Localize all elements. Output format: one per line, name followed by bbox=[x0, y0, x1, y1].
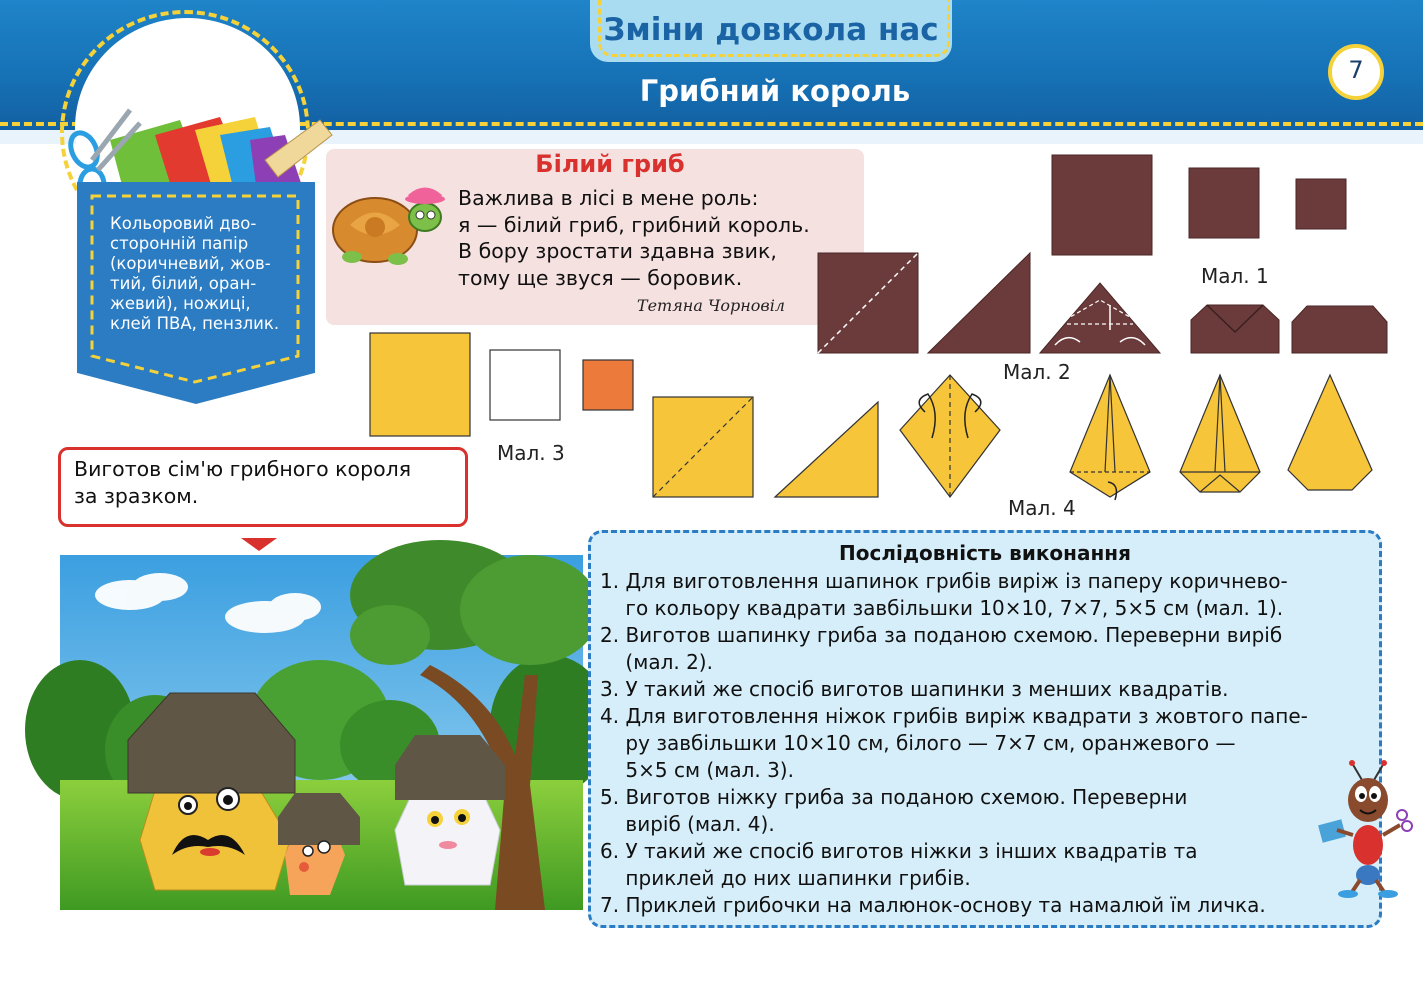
brown-square-7 bbox=[1189, 168, 1259, 238]
brown-square-10 bbox=[1052, 155, 1152, 255]
stem-fold-kite-2 bbox=[1180, 375, 1260, 492]
poem-text bbox=[458, 185, 858, 291]
poem-line: В бору зростати здавна звик, bbox=[458, 239, 777, 263]
instruction-line: 2. Виготов шапинку гриба за поданою схемою. Переверни виріб bbox=[600, 623, 1283, 647]
instruction-line: 5×5 см (мал. 3). bbox=[600, 758, 794, 782]
turtle-illustration bbox=[330, 175, 455, 270]
orange-square-5 bbox=[583, 360, 633, 410]
instruction-line: 3. У такий же спосіб виготов шапинки з менших квадратів. bbox=[600, 677, 1229, 701]
instructions-list bbox=[600, 568, 1350, 919]
instruction-line: виріб (мал. 4). bbox=[600, 812, 775, 836]
stem-fold-triangle bbox=[775, 402, 878, 497]
poem-line: я — білий гриб, грибний король. bbox=[458, 212, 810, 237]
white-square-7 bbox=[490, 350, 560, 420]
stem-fold-square bbox=[653, 397, 753, 497]
fold-step-triangle bbox=[928, 253, 1030, 353]
instruction-line: (мал. 2). bbox=[600, 650, 713, 674]
materials-line: жевий), ножиці, bbox=[110, 294, 251, 313]
figure-3-label: Мал. 3 bbox=[497, 441, 565, 465]
instructions-title: Послідовність виконання bbox=[839, 541, 1131, 565]
instruction-line: 5. Виготов ніжку гриба за поданою схемою. Переверни bbox=[600, 785, 1188, 809]
stem-fold-diamond bbox=[900, 375, 1000, 497]
instruction-line: 7. Приклей грибочки на малюнок-основу та намалюй їм личка. bbox=[600, 893, 1266, 917]
fold-step-finished-cap bbox=[1292, 306, 1387, 353]
poem-line: Важлива в лісі в мене роль: bbox=[458, 186, 759, 210]
task-line: Виготов сім'ю грибного короля bbox=[74, 457, 412, 481]
instruction-line: 1. Для виготовлення шапинок грибів виріж із паперу коричнево- bbox=[600, 569, 1288, 593]
figure-2-cap-folding bbox=[815, 250, 1390, 360]
yellow-square-10 bbox=[370, 333, 470, 436]
figure-1-brown-squares bbox=[1050, 153, 1350, 258]
task-pointer-icon bbox=[241, 538, 277, 551]
materials-list bbox=[110, 214, 300, 334]
stem-fold-finished bbox=[1288, 375, 1372, 490]
materials-line: клей ПВА, пензлик. bbox=[110, 314, 280, 333]
materials-line: сторонній папір bbox=[110, 234, 249, 253]
poem-line: тому ще звуся — боровик. bbox=[458, 265, 743, 290]
white-mushroom bbox=[395, 735, 505, 885]
stem-fold-kite-1 bbox=[1070, 375, 1150, 500]
figure-1-label: Мал. 1 bbox=[1201, 264, 1269, 288]
poem-title: Білий гриб bbox=[535, 150, 685, 178]
instruction-line: го кольору квадрати завбільшки 10×10, 7×7, 5×5 см (мал. 1). bbox=[600, 596, 1284, 620]
figure-4-stem-folding bbox=[650, 372, 1380, 502]
task-line: за зразком. bbox=[74, 484, 199, 508]
mushroom-family-sample-image bbox=[60, 555, 583, 910]
figure-3-stem-squares bbox=[368, 330, 638, 440]
fold-step-pentagon bbox=[1191, 305, 1279, 353]
fold-step-square bbox=[818, 253, 918, 353]
section-title: Зміни довкола нас bbox=[603, 12, 939, 48]
instruction-line: ру завбільшки 10×10 см, білого — 7×7 см, оранжевого — bbox=[600, 731, 1236, 755]
fold-step-corners bbox=[1040, 283, 1160, 353]
materials-line: Кольоровий дво- bbox=[110, 214, 257, 233]
page-title: Грибний король bbox=[639, 74, 911, 108]
instruction-line: 6. У такий же спосіб виготов ніжки з інших квадратів та bbox=[600, 839, 1198, 863]
poem-author: Тетяна Чорновіл bbox=[636, 296, 785, 315]
materials-line: (коричневий, жов- bbox=[110, 254, 271, 273]
instruction-line: приклей до них шапинки грибів. bbox=[600, 866, 971, 890]
brown-square-5 bbox=[1296, 179, 1346, 229]
ant-mascot-illustration bbox=[1312, 760, 1412, 900]
instruction-line: 4. Для виготовлення ніжок грибів виріж квадрати з жовтого папе- bbox=[600, 704, 1308, 728]
big-mushroom bbox=[128, 693, 295, 890]
task-text bbox=[74, 456, 459, 510]
figure-2-label: Мал. 2 bbox=[1003, 360, 1071, 384]
page-number: 7 bbox=[1348, 56, 1364, 84]
figure-4-label: Мал. 4 bbox=[1008, 496, 1076, 520]
scissors-small-icon bbox=[1397, 810, 1412, 831]
materials-line: тий, білий, оран- bbox=[110, 274, 257, 293]
